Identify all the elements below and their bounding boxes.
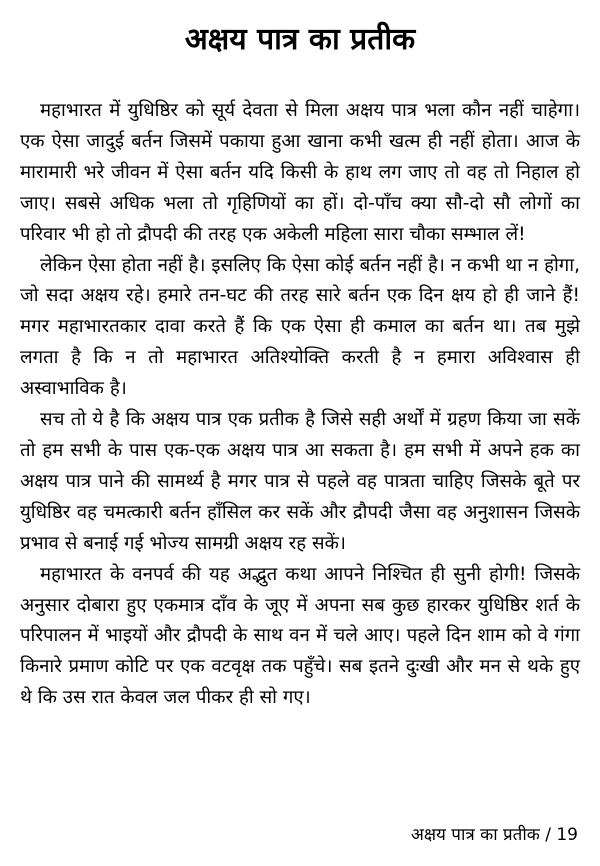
paragraph-4: महाभारत के वनपर्व की यह अद्भुत कथा आपने निश्चित ही सुनी होगी! जिसके अनुसार दोबारा हुए एकमात्र दाँव के जूए में अपना सब कुछ हारकर युधिष्ठिर शर्त के परिपालन में भाइयों और द्रौपदी के साथ वन में चले आए। पहले दिन शाम को वे गंगा किनारे प्रमाण कोटि पर एक वटवृक्ष तक पहुँचे। सब इतने दुःखी और मन से थके हुए थे कि उस रात केवल जल पीकर ही सो गए। bbox=[20, 563, 580, 709]
page-footer: अक्षय पात्र का प्रतीक / 19 bbox=[410, 825, 578, 845]
paragraph-1: महाभारत में युधिष्ठिर को सूर्य देवता से मिला अक्षय पात्र भला कौन नहीं चाहेगा। एक ऐसा जादुई बर्तन जिसमें पकाया हुआ खाना कभी खत्म ही नहीं होता। आज के मारामारी भरे जीवन में ऐसा बर्तन यदि किसी के हाथ लग जाए तो वह तो निहाल हो जाए। सबसे अधिक भला तो गृहिणियों का हों। दो-पाँच क्या सौ-दो सौ लोगों का परिवार भी हो तो द्रौपदी की तरह एक अकेली महिला सारा चौका सम्भाल लें! bbox=[20, 100, 580, 245]
chapter-title: अक्षय पात्र का प्रतीक bbox=[184, 22, 416, 57]
paragraph-2: लेकिन ऐसा होता नहीं है। इसलिए कि ऐसा कोई बर्तन नहीं है। न कभी था न होगा, जो सदा अक्षय रहे। हमारे तन-घट की तरह सारे बर्तन एक दिन क्षय हो ही जाने हैं! मगर महाभारतकार दावा करते हैं कि एक ऐसा ही कमाल का बर्तन था। तब मुझे लगता है कि न तो महाभारत अतिश्योक्ति करती है न हमारा अविश्वास ही अस्वाभाविक है। bbox=[20, 254, 580, 400]
body-text bbox=[20, 96, 580, 714]
paragraph-3: सच तो ये है कि अक्षय पात्र एक प्रतीक है जिसे सही अर्थों में ग्रहण किया जा सकें तो हम सभी के पास एक-एक अक्षय पात्र आ सकता है। हम सभी में अपने हक का अक्षय पात्र पाने की सामर्थ्य है मगर पात्र से पहले वह पात्रता चाहिए जिसके बूते पर युधिष्ठिर वह चमत्कारी बर्तन हाँसिल कर सकें और द्रौपदी जैसा वह अनुशासन जिसके प्रभाव से बनाई गई भोज्य सामग्री अक्षय रह सकें। bbox=[20, 409, 580, 554]
